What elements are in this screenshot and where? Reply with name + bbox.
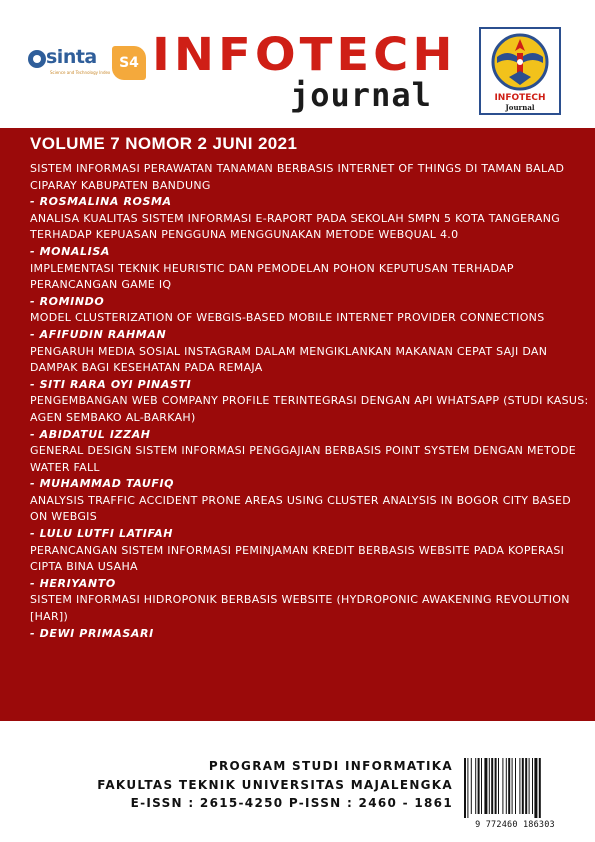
article-list <box>30 161 590 642</box>
article-author: - MONALISA <box>30 244 110 258</box>
article-item <box>30 211 590 261</box>
isbn-barcode <box>462 758 568 842</box>
article-author: - LULU LUTFI LATIFAH <box>30 527 174 541</box>
article-item <box>30 443 590 493</box>
article-title: SISTEM INFORMASI HIDROPONIK BERBASIS WEBSITE (HYDROPONIC AWAKENING REVOLUTION [HAR]) <box>30 593 570 624</box>
article-title: PENGARUH MEDIA SOSIAL INSTAGRAM DALAM MENGIKLANKAN MAKANAN CEPAT SAJI DAN DAMPAK BAGI KESEHATAN PADA REMAJA <box>30 344 548 375</box>
article-author: - HERIYANTO <box>30 576 116 590</box>
article-item <box>30 344 590 394</box>
infotech-emblem <box>479 27 561 115</box>
article-title: PENGEMBANGAN WEB COMPANY PROFILE TERINTEGRASI DENGAN API WHATSAPP (STUDI KASUS: AGEN SEMBAKO AL-BARKAH) <box>30 394 589 424</box>
article-author: - ROSMALINA ROSMA <box>30 195 172 209</box>
barcode-icon <box>462 758 568 818</box>
article-title: SISTEM INFORMASI PERAWATAN TANAMAN BERBASIS INTERNET OF THINGS DI TAMAN BALAD CIPARAY KABUPATEN BANDUNG <box>30 162 565 192</box>
article-author: - ABIDATUL IZZAH <box>30 427 151 441</box>
article-title: IMPLEMENTASI TEKNIK HEURISTIC DAN PEMODELAN POHON KEPUTUSAN TERHADAP PERANCANGAN GAME IQ <box>30 261 514 292</box>
article-title: ANALISA KUALITAS SISTEM INFORMASI E-RAPORT PADA SEKOLAH SMPN 5 KOTA TANGERANG TERHADAP KEPUASAN PENGGUNA MENGGUNAKAN METODE WEBQUAL 4.0 <box>30 211 561 242</box>
article-title: MODEL CLUSTERIZATION OF WEBGIS-BASED MOBILE INTERNET PROVIDER CONNECTIONS <box>30 311 545 325</box>
emblem-subtitle: Journal <box>505 103 535 112</box>
article-author: - ROMINDO <box>30 294 105 308</box>
barcode-number: 9 772460 186303 <box>475 820 555 830</box>
garuda-emblem-icon <box>485 31 555 93</box>
article-author: - MUHAMMAD TAUFIQ <box>30 477 175 491</box>
sinta-wordmark: sinta <box>46 46 97 68</box>
article-title: GENERAL DESIGN SISTEM INFORMASI PENGGAJIAN BERBASIS POINT SYSTEM DENGAN METODE WATER FALL <box>30 444 577 474</box>
article-author: - SITI RARA OYI PINASTI <box>30 377 192 391</box>
article-item <box>30 393 590 443</box>
article-author: - DEWI PRIMASARI <box>30 626 154 640</box>
volume-issue-heading: VOLUME 7 NOMOR 2 JUNI 2021 <box>30 134 298 153</box>
issn-numbers: E-ISSN : 2615-4250 P-ISSN : 2460 - 1861 <box>130 796 453 810</box>
article-item <box>30 261 590 311</box>
emblem-title: INFOTECH <box>494 93 546 103</box>
contents-panel <box>0 128 595 721</box>
faculty-university: FAKULTAS TEKNIK UNIVERSITAS MAJALENGKA <box>97 778 453 792</box>
cover-header <box>0 0 595 128</box>
article-title: PERANCANGAN SISTEM INFORMASI PEMINJAMAN KREDIT BERBASIS WEBSITE PADA KOPERASI CIPTA BINA USAHA <box>30 543 565 574</box>
study-program: PROGRAM STUDI INFORMATIKA <box>208 759 453 773</box>
article-title: ANALYSIS TRAFFIC ACCIDENT PRONE AREAS USING CLUSTER ANALYSIS IN BOGOR CITY BASED ON WEBGIS <box>30 493 572 524</box>
sinta-tagline: Science and Technology Index <box>50 70 111 75</box>
sinta-rank-badge: S4 <box>112 46 146 80</box>
sinta-logo <box>28 44 146 84</box>
journal-subtitle: journal <box>290 76 432 114</box>
article-item <box>30 493 590 543</box>
article-item <box>30 161 590 211</box>
journal-title: INFOTECH <box>152 28 457 82</box>
article-author: - AFIFUDIN RAHMAN <box>30 327 167 341</box>
article-item <box>30 592 590 642</box>
sinta-mark-icon <box>28 50 46 68</box>
article-item <box>30 310 590 343</box>
article-item <box>30 543 590 593</box>
cover-footer <box>0 721 595 842</box>
